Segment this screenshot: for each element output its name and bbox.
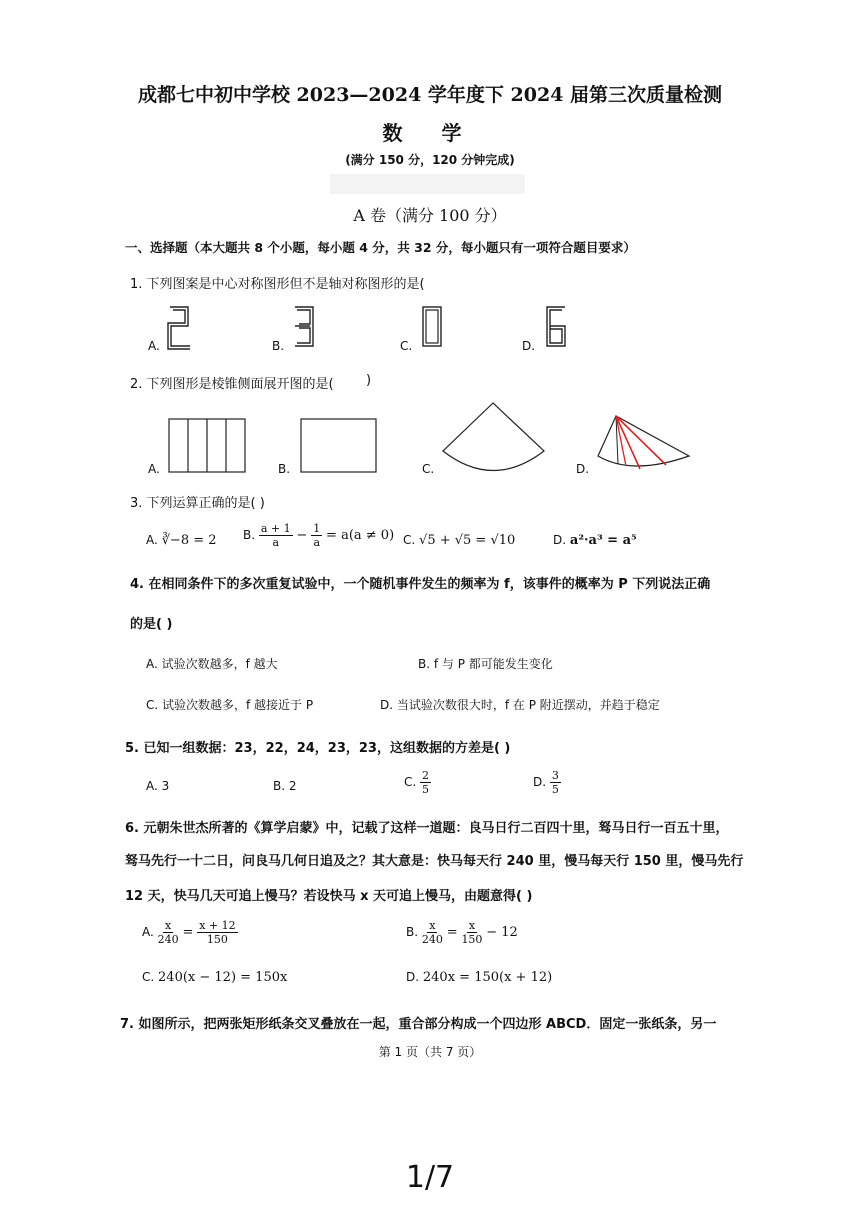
question-2-close: ) xyxy=(366,373,372,388)
q6-a-frac1: $\frac{x}{240}$ xyxy=(157,919,179,946)
q4-option-d: D. 当试验次数很大时，f 在 P 附近摆动，并趋于稳定 xyxy=(380,698,660,712)
q3-b-minus: − xyxy=(296,528,308,543)
q5-option-c xyxy=(404,769,431,796)
q5-d-frac: $\frac{3}{5}$ xyxy=(551,769,559,796)
q5-c-frac: $\frac{2}{5}$ xyxy=(422,769,430,796)
page-footer: 第 1 页（共 7 页） xyxy=(378,1045,482,1059)
q6-option-d xyxy=(406,970,552,985)
q3-c-expr: √5 + √5 = √10 xyxy=(419,533,516,548)
q2-option-c-label: C. xyxy=(422,462,435,476)
q3-option-b xyxy=(243,522,394,549)
q5-option-a: A. 3 xyxy=(146,779,170,793)
volume-heading: A 卷（满分 100 分） xyxy=(353,206,507,225)
q6-c-expr: 240(x − 12) = 150x xyxy=(158,970,288,985)
digit-2-figure xyxy=(168,305,192,349)
q2-option-d-label: D. xyxy=(576,462,590,476)
q6-a-frac2: $\frac{x + 12}{150}$ xyxy=(199,919,236,946)
q5-c-label: C. xyxy=(404,775,417,789)
digit-3-figure xyxy=(293,305,317,349)
question-6-line-1: 6. 元朝朱世杰所著的《算学启蒙》中，记载了这样一道题：良马日行二百四十里，驽马日行一百五十里， xyxy=(125,821,729,836)
question-3-stem: 3. 下列运算正确的是( ) xyxy=(130,496,265,511)
q6-b-frac1: $\frac{x}{240}$ xyxy=(421,919,443,946)
q3-d-expr: a²·a³ = a⁵ xyxy=(569,533,637,548)
subject-title: 数 学 xyxy=(382,121,478,145)
q3-b-rest: = a(a ≠ 0) xyxy=(326,528,395,543)
q1-option-a-label: A. xyxy=(148,339,160,353)
full-score-note: (满分 150 分，120 分钟完成) xyxy=(345,153,515,167)
digit-6-figure xyxy=(545,305,569,349)
question-6-line-3: 12 天，快马几天可追上慢马？若设快马 x 天可追上慢马，由题意得( ) xyxy=(125,889,533,904)
q6-c-label: C. xyxy=(142,970,155,984)
q6-d-expr: 240x = 150(x + 12) xyxy=(422,970,553,985)
q6-b-label: B. xyxy=(406,925,419,939)
q3-option-c xyxy=(403,533,515,548)
q6-a-label: A. xyxy=(142,925,154,939)
exam-title: 成都七中初中学校 2023—2024 学年度下 2024 届第三次质量检测 xyxy=(137,84,723,106)
question-7-line-1: 7. 如图所示，把两张矩形纸条交叉叠放在一起，重合部分构成一个四边形 ABCD．固定一张纸条，另一 xyxy=(120,1017,717,1032)
question-4-stem: 4. 在相同条件下的多次重复试验中，一个随机事件发生的频率为 f，该事件的概率为 P 下列说法正确 xyxy=(130,577,711,592)
q5-option-b: B. 2 xyxy=(273,779,297,793)
q2-figure-c-sector xyxy=(440,402,552,476)
q4-option-b: B. f 与 P 都可能发生变化 xyxy=(418,657,553,671)
q6-b-rest: − 12 xyxy=(486,925,518,940)
q3-b-frac2: $\frac{1}{a}$ xyxy=(313,522,321,549)
q1-option-b-label: B. xyxy=(272,339,285,353)
page-indicator: 1/7 xyxy=(405,1160,455,1195)
question-2-stem: 2. 下列图形是棱锥侧面展开图的是( xyxy=(130,377,334,392)
q5-d-label: D. xyxy=(533,775,547,789)
question-4-stem-cont: 的是( ) xyxy=(130,617,173,632)
q3-d-label: D. xyxy=(553,533,567,547)
q2-option-a-label: A. xyxy=(148,462,160,476)
q3-option-a xyxy=(146,533,217,548)
q6-option-a xyxy=(142,919,238,946)
q2-figure-a-rectangles xyxy=(168,418,248,474)
q3-option-d xyxy=(553,533,637,548)
q6-option-b xyxy=(406,919,518,946)
q3-a-expr: ∛−8 = 2 xyxy=(161,533,217,548)
q1-option-c-label: C. xyxy=(400,339,413,353)
q6-b-eq: = xyxy=(446,925,458,940)
digit-0-figure xyxy=(421,305,445,349)
q2-figure-d-fan xyxy=(596,414,692,474)
question-5-stem: 5. 已知一组数据：23，22，24，23，23，这组数据的方差是( ) xyxy=(125,741,511,756)
q3-b-label: B. xyxy=(243,528,256,542)
q2-figure-b-rectangle xyxy=(300,418,378,474)
q4-option-c: C. 试验次数越多，f 越接近于 P xyxy=(146,698,314,712)
q2-option-b-label: B. xyxy=(278,462,291,476)
q3-a-label: A. xyxy=(146,533,158,547)
q5-option-d xyxy=(533,769,561,796)
q6-a-eq: = xyxy=(182,925,194,940)
q3-b-frac1: $\frac{a + 1}{a}$ xyxy=(260,522,291,549)
redacted-bar xyxy=(330,174,525,194)
question-1-stem: 1. 下列图案是中心对称图形但不是轴对称图形的是( xyxy=(130,277,425,292)
q4-option-a: A. 试验次数越多，f 越大 xyxy=(146,657,278,671)
q6-option-c xyxy=(142,970,287,985)
q6-b-frac2: $\frac{x}{150}$ xyxy=(461,919,483,946)
q1-option-d-label: D. xyxy=(522,339,536,353)
question-6-line-2: 驽马先行一十二日，问良马几何日追及之？其大意是：快马每天行 240 里，慢马每天行 150 里，慢马先行 xyxy=(125,854,744,869)
q3-c-label: C. xyxy=(403,533,416,547)
section-heading: 一、选择题（本大题共 8 个小题，每小题 4 分，共 32 分，每小题只有一项符合题目要求） xyxy=(125,240,636,255)
q6-d-label: D. xyxy=(406,970,420,984)
